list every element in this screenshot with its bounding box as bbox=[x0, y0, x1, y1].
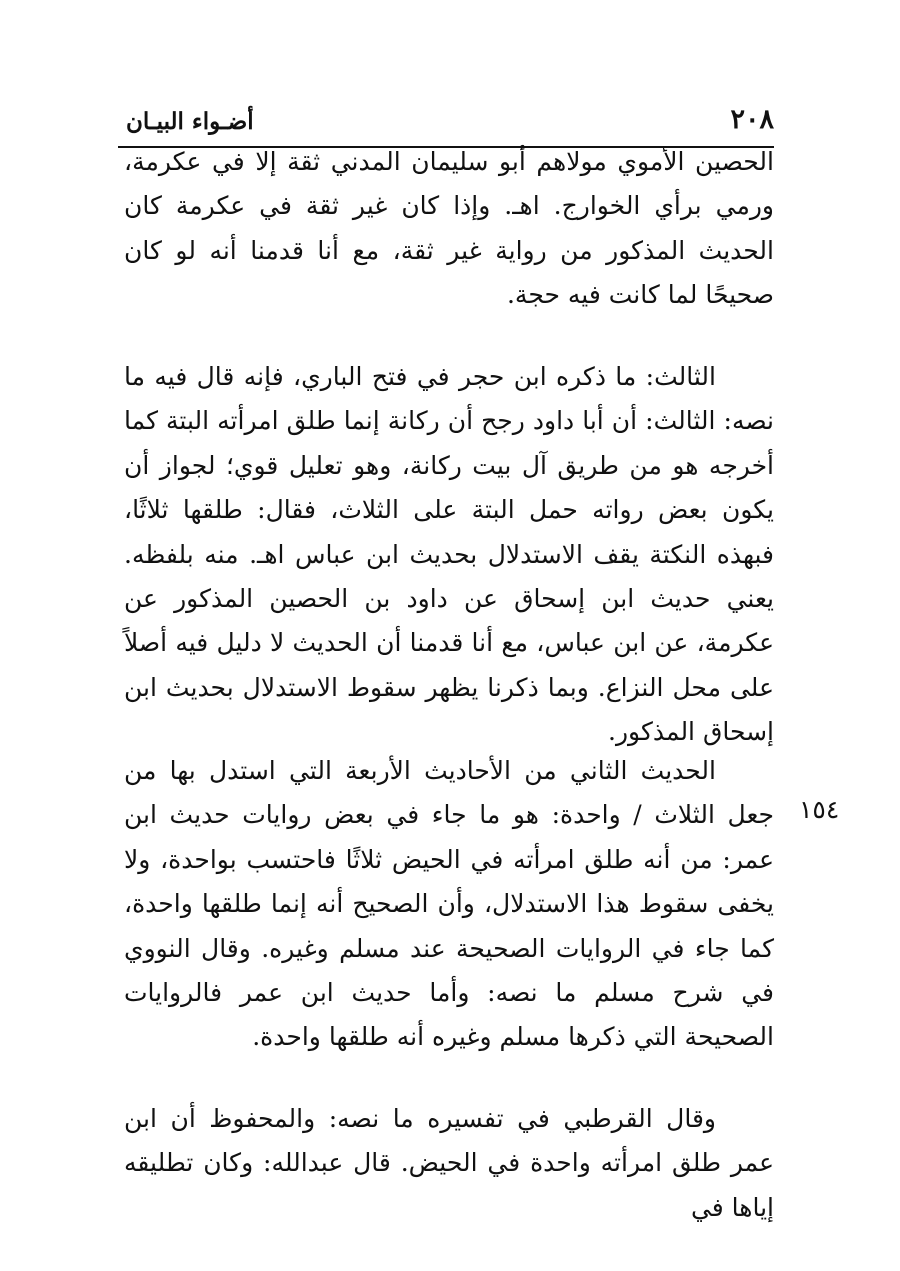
paragraph-1: الحصين الأموي مولاهم أبو سليمان المدني ثقة إلا في عكرمة، ورمي برأي الخوارج. اهـ. وإذا كان غير ثقة في عكرمة كان الحديث المذكور من رواية غير ثقة، مع أنا قدمنا أنه لو كان صحيحًا لما كانت فيه حجة. bbox=[124, 147, 774, 310]
paragraph-4: وقال القرطبي في تفسيره ما نصه: والمحفوظ أن ابن عمر طلق امرأته واحدة في الحيض. قال عبدالله: وكان تطليقه إياها في bbox=[124, 1104, 774, 1222]
margin-page-reference: ١٥٤ bbox=[799, 795, 840, 824]
page-header bbox=[118, 100, 774, 142]
page-number: ٢٠٨ bbox=[730, 104, 774, 135]
paragraph-3: الحديث الثاني من الأحاديث الأربعة التي استدل بها من جعل الثلاث / واحدة: هو ما جاء في بعض روايات حديث ابن عمر: من أنه طلق امرأته في الحيض ثلاثًا فاحتسب بواحدة، ولا يخفى سقوط هذا الاستدلال، وأن الصحيح أنه إنما طلقها واحدة، كما جاء في الروايات الصحيحة عند مسلم وغيره. وقال النووي في شرح مسلم ما نصه: وأما حديث ابن عمر فالروايات الصحيحة التي ذكرها مسلم وغيره أنه طلقها واحدة. bbox=[124, 756, 774, 1052]
book-title: أضـواء البيـان bbox=[126, 108, 254, 135]
paragraph-2: الثالث: ما ذكره ابن حجر في فتح الباري، فإنه قال فيه ما نصه: الثالث: أن أبا داود رجح أن ركانة إنما طلق امرأته البتة كما أخرجه هو من طريق آل بيت ركانة، وهو تعليل قوي؛ لجواز أن يكون بعض رواته حمل البتة على الثلاث، فقال: طلقها ثلاثًا، فبهذه النكتة يقف الاستدلال بحديث ابن عباس اهـ. منه بلفظه. يعني حديث ابن إسحاق عن داود بن الحصين المذكور عن عكرمة، عن ابن عباس، مع أنا قدمنا أن الحديث لا دليل فيه أصلاً على محل النزاع. وبما ذكرنا يظهر سقوط الاستدلال بحديث ابن إسحاق المذكور. bbox=[124, 362, 774, 747]
